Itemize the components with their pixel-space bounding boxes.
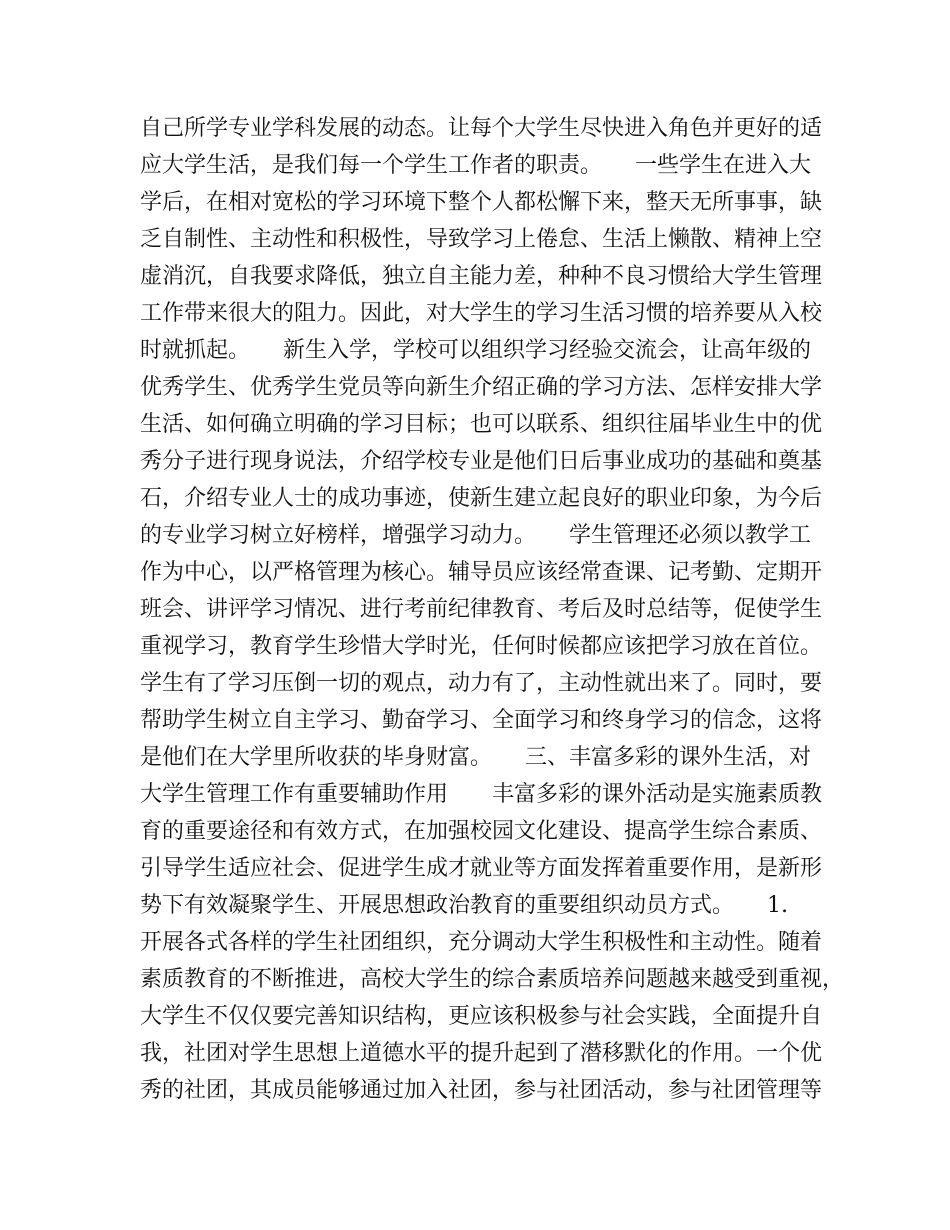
text-line: 作为中心，以严格管理为核心。辅导员应该经常查课、记考勤、定期开: [140, 560, 823, 585]
text-line: 虚消沉，自我要求降低，独立自主能力差，种种不良习惯给大学生管理: [140, 264, 823, 289]
text-line: 生活、如何确立明确的学习目标；也可以联系、组织往届毕业生中的优: [140, 412, 823, 437]
text-line: 学后，在相对宽松的学习环境下整个人都松懈下来，整天无所事事，缺: [140, 190, 823, 215]
text-line: 育的重要途径和有效方式，在加强校园文化建设、提高学生综合素质、: [140, 819, 823, 844]
text-line: 大学生不仅仅要完善知识结构，更应该积极参与社会实践，全面提升自: [140, 1004, 823, 1029]
text-line: 工作带来很大的阻力。因此，对大学生的学习生活习惯的培养要从入校: [140, 301, 823, 326]
text-line: 优秀学生、优秀学生党员等向新生介绍正确的学习方法、怎样安排大学: [140, 375, 823, 400]
text-line: 乏自制性、主动性和积极性，导致学习上倦怠、生活上懒散、精神上空: [140, 227, 823, 252]
text-line: 秀分子进行现身说法，介绍学校专业是他们日后事业成功的基础和奠基: [140, 449, 823, 474]
text-line: 重视学习，教育学生珍惜大学时光，任何时候都应该把学习放在首位。: [140, 634, 823, 659]
text-line: 时就抓起。 新生入学，学校可以组织学习经验交流会，让高年级的: [140, 338, 812, 363]
text-line: 帮助学生树立自主学习、勤奋学习、全面学习和终身学习的信念，这将: [140, 708, 823, 733]
text-line: 势下有效凝聚学生、开展思想政治教育的重要组织动员方式。 1.: [140, 893, 788, 918]
text-line: 我，社团对学生思想上道德水平的提升起到了潜移默化的作用。一个优: [140, 1041, 823, 1066]
text-line: 是他们在大学里所收获的毕身财富。 三、丰富多彩的课外生活，对: [140, 745, 812, 770]
text-line: 学生有了学习压倒一切的观点，动力有了，主动性就出来了。同时，要: [140, 671, 823, 696]
text-line: 素质教育的不断推进，高校大学生的综合素质培养问题越来越受到重视，: [140, 967, 845, 992]
body-text: [140, 110, 845, 1109]
text-line: 石，介绍专业人士的成功事迹，使新生建立起良好的职业印象，为今后: [140, 486, 823, 511]
text-line: 引导学生适应社会、促进学生成才就业等方面发挥着重要作用，是新形: [140, 856, 823, 881]
text-line: 应大学生活，是我们每一个学生工作者的职责。 一些学生在进入大: [140, 153, 812, 178]
text-line: 开展各式各样的学生社团组织，充分调动大学生积极性和主动性。随着: [140, 930, 823, 955]
text-line: 班会、讲评学习情况、进行考前纪律教育、考后及时总结等，促使学生: [140, 597, 823, 622]
text-line: 自己所学专业学科发展的动态。让每个大学生尽快进入角色并更好的适: [140, 116, 823, 141]
text-line: 大学生管理工作有重要辅助作用 丰富多彩的课外活动是实施素质教: [140, 782, 823, 807]
text-line: 的专业学习树立好榜样，增强学习动力。 学生管理还必须以教学工: [140, 523, 812, 548]
text-line: 秀的社团，其成员能够通过加入社团，参与社团活动，参与社团管理等: [140, 1078, 823, 1103]
